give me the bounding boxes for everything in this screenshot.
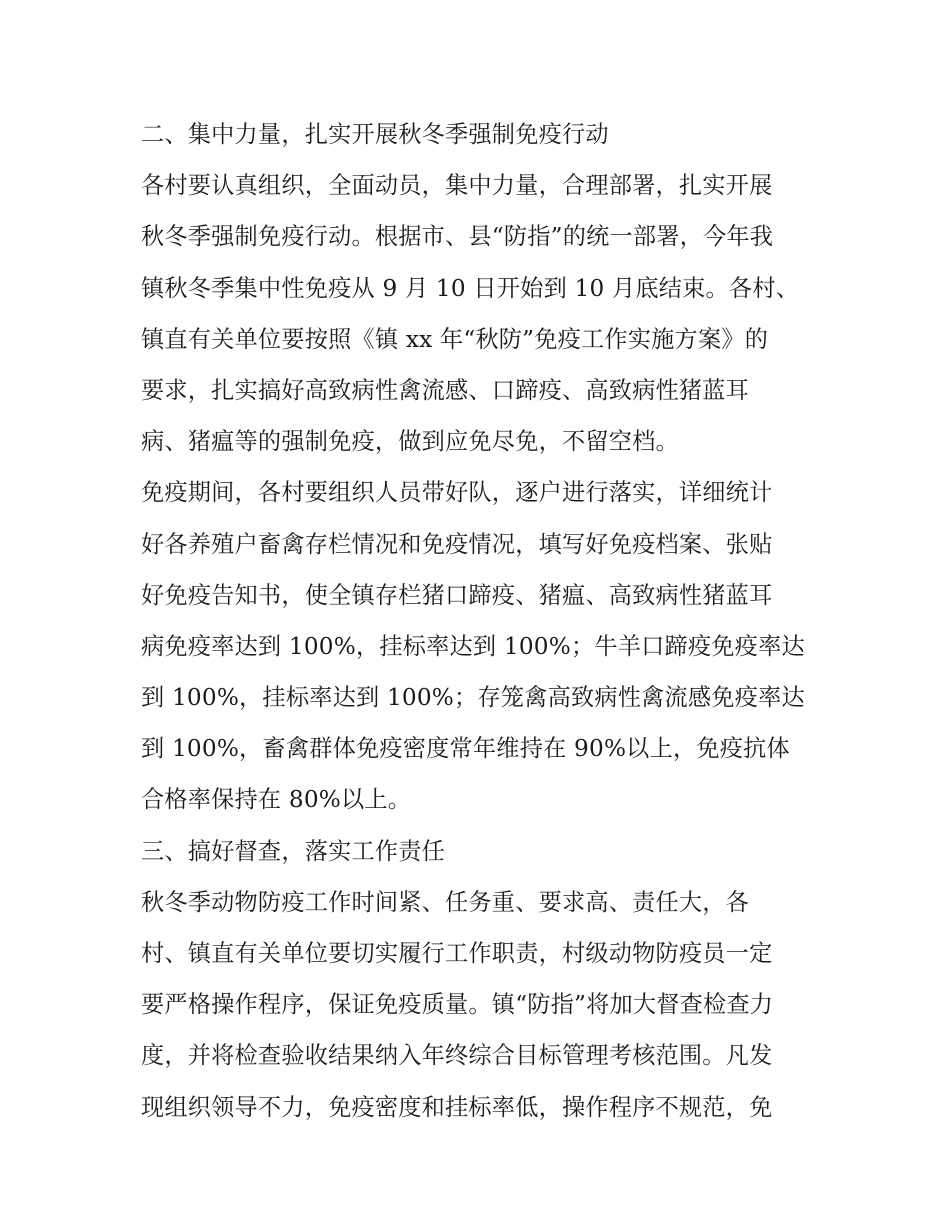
document-body	[141, 109, 821, 1133]
paragraph-line: 免疫期间，各村要组织人员带好队，逐户进行落实，详细统计	[141, 479, 773, 507]
paragraph-line: 镇秋冬季集中性免疫从 9 月 10 日开始到 10 月底结束。各村、	[141, 274, 800, 302]
paragraph-line: 到 100%，畜禽群体免疫密度常年维持在 90%以上，免疫抗体	[141, 735, 790, 763]
paragraph-line: 度，并将检查验收结果纳入年终综合目标管理考核范围。凡发	[141, 1042, 773, 1070]
section-heading: 二、集中力量，扎实开展秋冬季强制免疫行动	[141, 121, 609, 148]
paragraph-line: 合格率保持在 80%以上。	[141, 786, 412, 814]
paragraph-line: 秋冬季强制免疫行动。根据市、县“防指”的统一部署，今年我	[141, 223, 774, 251]
paragraph-line: 现组织领导不力，免疫密度和挂标率低，操作程序不规范，免	[141, 1093, 773, 1121]
paragraph-line: 好各养殖户畜禽存栏情况和免疫情况，填写好免疫档案、张贴	[141, 530, 773, 558]
paragraph-line: 各村要认真组织，全面动员，集中力量，合理部署，扎实开展	[141, 172, 773, 200]
paragraph-line: 好免疫告知书，使全镇存栏猪口蹄疫、猪瘟、高致病性猪蓝耳	[141, 581, 773, 609]
paragraph-line: 病、猪瘟等的强制免疫，做到应免尽免，不留空档。	[141, 428, 679, 456]
paragraph-line: 到 100%，挂标率达到 100%；存笼禽高致病性禽流感免疫率达	[141, 684, 805, 712]
paragraph-line: 镇直有关单位要按照《镇 xx 年“秋防”免疫工作实施方案》的	[141, 325, 769, 353]
section-heading: 三、搞好督查，落实工作责任	[141, 837, 446, 865]
paragraph-line: 病免疫率达到 100%，挂标率达到 100%；牛羊口蹄疫免疫率达	[141, 632, 805, 660]
paragraph-line: 村、镇直有关单位要切实履行工作职责，村级动物防疫员一定	[141, 940, 773, 967]
paragraph-line: 要求，扎实搞好高致病性禽流感、口蹄疫、高致病性猪蓝耳	[141, 376, 750, 404]
paragraph-line: 秋冬季动物防疫工作时间紧、任务重、要求高、责任大，各	[141, 888, 750, 916]
paragraph-line: 要严格操作程序，保证免疫质量。镇“防指”将加大督查检查力	[141, 991, 774, 1019]
